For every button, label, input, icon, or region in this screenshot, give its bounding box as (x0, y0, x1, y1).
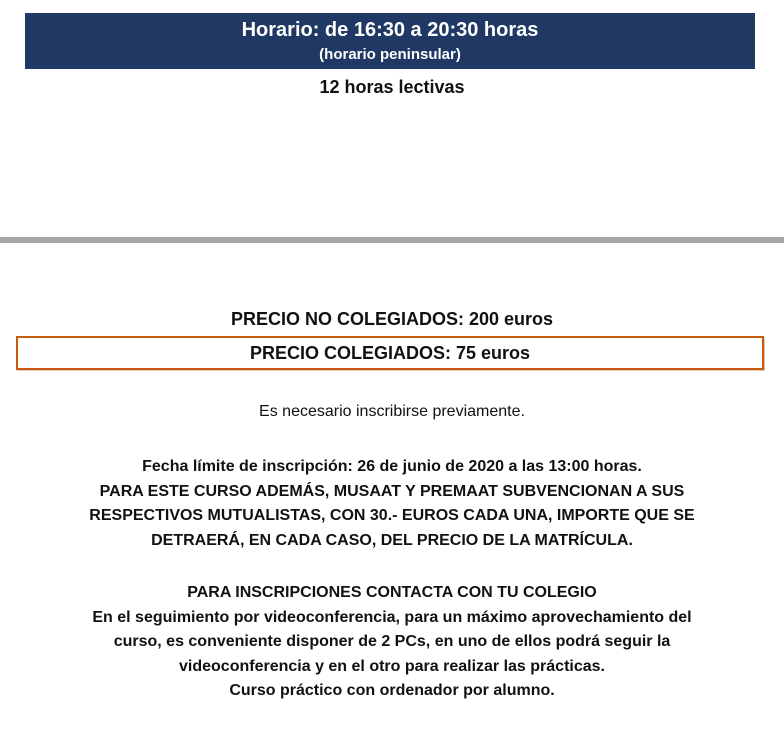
contact-line: Curso práctico con ordenador por alumno. (229, 682, 555, 699)
contact-heading: PARA INSCRIPCIONES CONTACTA CON TU COLEGIO (187, 584, 597, 601)
teaching-hours: 12 horas lectivas (319, 77, 465, 97)
registration-info (0, 455, 784, 553)
price-members: PRECIO COLEGIADOS: 75 euros (249, 343, 531, 363)
schedule-subtitle: (horario peninsular) (319, 46, 461, 63)
price-non-members: PRECIO NO COLEGIADOS: 200 euros (230, 309, 554, 329)
contact-info (0, 581, 784, 704)
contact-line: En el seguimiento por videoconferencia, para un máximo aprovechamiento del (92, 608, 692, 626)
subsidy-line: PARA ESTE CURSO ADEMÁS, MUSAAT Y PREMAAT SUBVENCIONAN A SUS (99, 482, 685, 500)
schedule-banner (25, 13, 755, 69)
subsidy-line: RESPECTIVOS MUTUALISTAS, CON 30.- EUROS CADA UNA, IMPORTE QUE SE (89, 507, 695, 524)
registration-deadline: Fecha límite de inscripción: 26 de junio de 2020 a las 13:00 horas. (142, 458, 642, 475)
section-divider (0, 237, 784, 243)
subsidy-line: DETRAERÁ, EN CADA CASO, DEL PRECIO DE LA MATRÍCULA. (151, 531, 633, 549)
contact-line: videoconferencia y en el otro para realizar las prácticas. (179, 657, 605, 675)
registration-note: Es necesario inscribirse previamente. (259, 403, 525, 420)
price-members-box (16, 336, 764, 370)
contact-line: curso, es conveniente disponer de 2 PCs, en uno de ellos podrá seguir la (113, 633, 671, 650)
schedule-title: Horario: de 16:30 a 20:30 horas (241, 19, 539, 41)
